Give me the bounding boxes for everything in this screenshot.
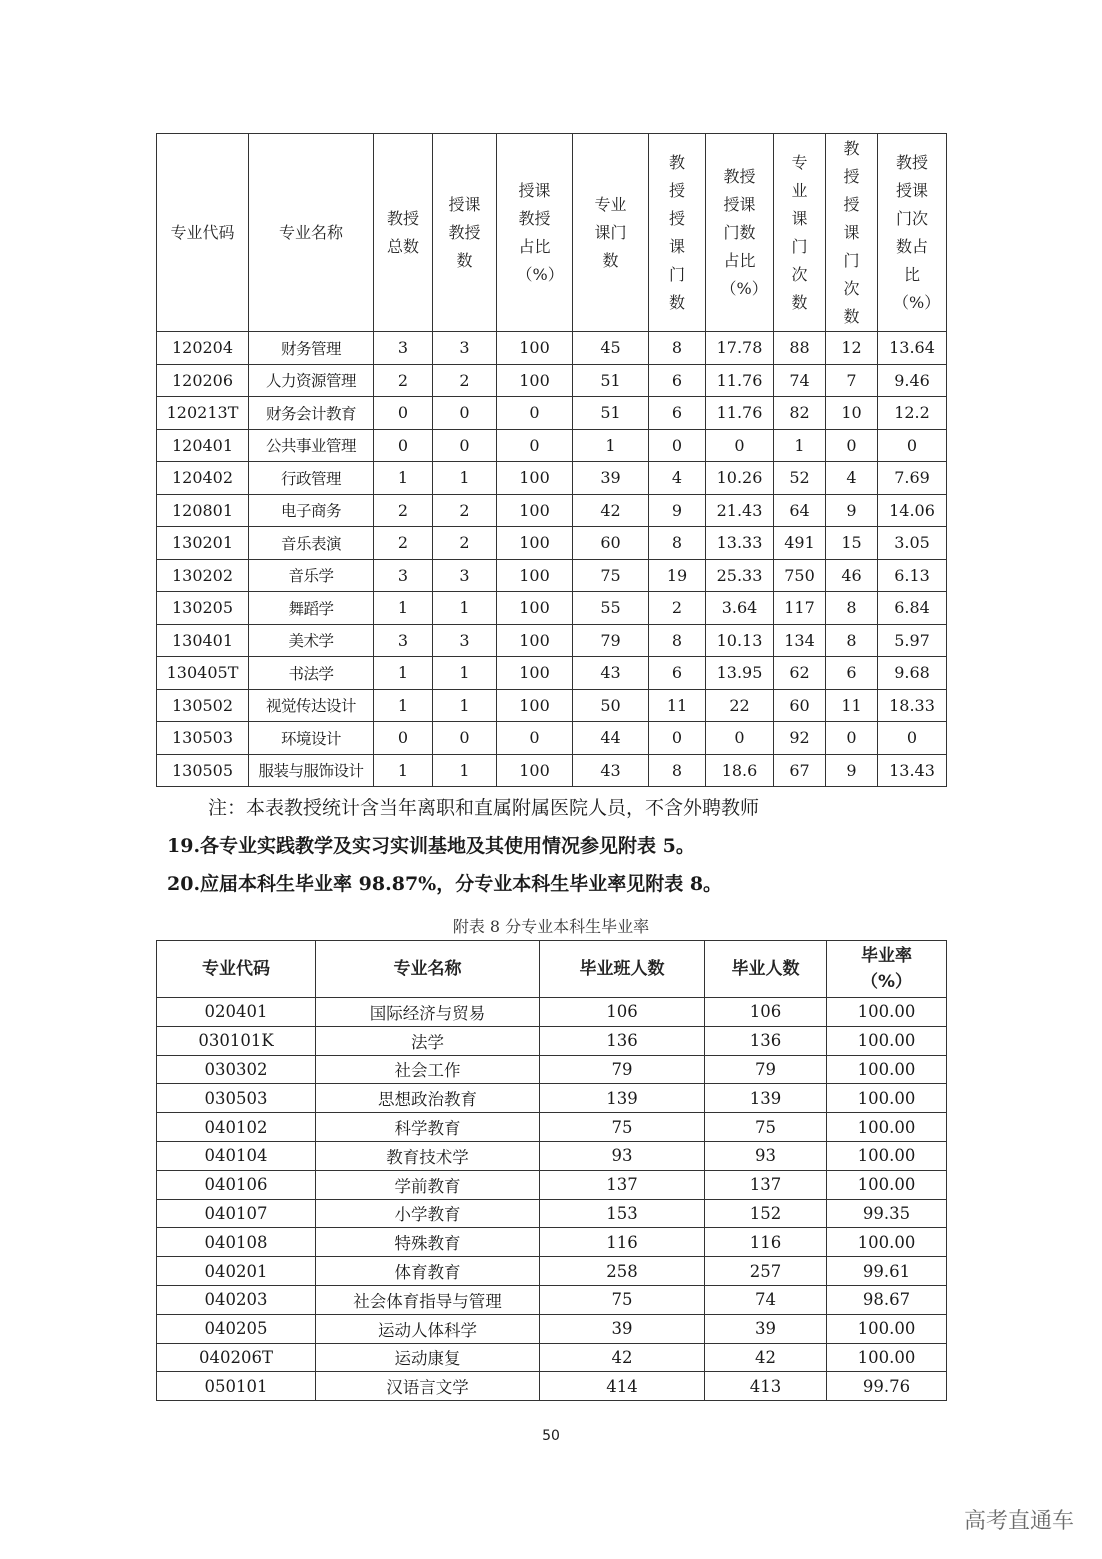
table1-cell: 39	[573, 462, 649, 495]
table-row	[157, 1113, 947, 1142]
table-row	[157, 1314, 947, 1343]
table1-cell: 0	[706, 429, 774, 462]
table2-header-code: 专业代码	[157, 941, 316, 998]
table2-cell: 100.00	[827, 1055, 947, 1084]
table2-cell: 040107	[157, 1199, 316, 1228]
table1-cell: 3	[374, 559, 433, 592]
table2-cell: 030101K	[157, 1026, 316, 1055]
table1-cell: 100	[497, 527, 573, 560]
table1-cell: 8	[649, 332, 706, 365]
table1-cell: 2	[433, 527, 497, 560]
table1-cell: 46	[826, 559, 878, 592]
table1-cell: 0	[433, 397, 497, 430]
table1-header-course-sessions	[774, 134, 826, 332]
table1-header-row	[157, 134, 947, 332]
table-row	[157, 657, 947, 690]
table2-cell: 39	[705, 1314, 827, 1343]
table2-cell: 030302	[157, 1055, 316, 1084]
table1-cell: 舞蹈学	[249, 592, 374, 625]
table2-cell: 100.00	[827, 1084, 947, 1113]
table1-header-prof-ratio-text: 授课教授占比（%）	[516, 180, 564, 284]
table-row	[157, 1343, 947, 1372]
table2-cell: 020401	[157, 998, 316, 1027]
table2-cell: 030503	[157, 1084, 316, 1113]
table2-body	[157, 998, 947, 1401]
table1-note: 注：本表教授统计含当年离职和直属附属医院人员，不含外聘教师	[208, 797, 760, 819]
table1-cell: 1	[374, 592, 433, 625]
table2-cell: 74	[705, 1285, 827, 1314]
table1-cell: 6.13	[878, 559, 947, 592]
table2-cell: 257	[705, 1257, 827, 1286]
table-row	[157, 1285, 947, 1314]
table1-cell: 130202	[157, 559, 249, 592]
table1-cell: 1	[374, 754, 433, 787]
table2-cell: 教育技术学	[316, 1141, 540, 1170]
table1-cell: 19	[649, 559, 706, 592]
table1-cell: 120401	[157, 429, 249, 462]
table1-cell: 12.2	[878, 397, 947, 430]
table1-cell: 2	[433, 494, 497, 527]
table1-cell: 9	[826, 494, 878, 527]
table1-cell: 11	[649, 689, 706, 722]
table2-cell: 116	[540, 1228, 705, 1257]
table1-cell: 7	[826, 364, 878, 397]
table2-cell: 106	[540, 998, 705, 1027]
table2-header-graduates: 毕业人数	[705, 941, 827, 998]
table1-cell: 1	[374, 462, 433, 495]
table1-cell: 财务会计教育	[249, 397, 374, 430]
table1-cell: 74	[774, 364, 826, 397]
table1-header-prof-sessions	[826, 134, 878, 332]
table2-cell: 258	[540, 1257, 705, 1286]
professor-teaching-table	[156, 133, 947, 787]
table1-cell: 9.68	[878, 657, 947, 690]
table-row	[157, 364, 947, 397]
table1-cell: 0	[433, 722, 497, 755]
table2-cell: 99.61	[827, 1257, 947, 1286]
table2-cell: 040206T	[157, 1343, 316, 1372]
table2-cell: 040205	[157, 1314, 316, 1343]
table1-cell: 60	[573, 527, 649, 560]
table1-cell: 117	[774, 592, 826, 625]
table1-header-prof-total	[374, 134, 433, 332]
table-row	[157, 397, 947, 430]
table-row	[157, 1170, 947, 1199]
table2-cell: 79	[705, 1055, 827, 1084]
table1-cell: 82	[774, 397, 826, 430]
table2-cell: 040102	[157, 1113, 316, 1142]
table2-cell: 413	[705, 1372, 827, 1401]
table1-cell: 2	[433, 364, 497, 397]
table1-cell: 1	[433, 592, 497, 625]
table1-header-prof-course-count	[649, 134, 706, 332]
table1-cell: 4	[826, 462, 878, 495]
table-row	[157, 722, 947, 755]
table1-header-prof-total-text: 教授总数	[386, 208, 419, 256]
watermark: 高考直通车	[963, 1509, 1074, 1534]
table1-cell: 67	[774, 754, 826, 787]
table1-cell: 25.33	[706, 559, 774, 592]
table2-cell: 100.00	[827, 1228, 947, 1257]
table1-cell: 音乐学	[249, 559, 374, 592]
table1-cell: 100	[497, 624, 573, 657]
table1-header-prof-ratio	[497, 134, 573, 332]
table-row	[157, 462, 947, 495]
table2-cell: 040104	[157, 1141, 316, 1170]
table1-cell: 130201	[157, 527, 249, 560]
table1-cell: 0	[826, 429, 878, 462]
table1-cell: 52	[774, 462, 826, 495]
table2-cell: 75	[705, 1113, 827, 1142]
table1-cell: 100	[497, 689, 573, 722]
table2-cell: 414	[540, 1372, 705, 1401]
table2-cell: 39	[540, 1314, 705, 1343]
table1-cell: 120204	[157, 332, 249, 365]
table1-cell: 公共事业管理	[249, 429, 374, 462]
table1-cell: 13.64	[878, 332, 947, 365]
table1-cell: 11.76	[706, 397, 774, 430]
table-row	[157, 998, 947, 1027]
table2-cell: 040203	[157, 1285, 316, 1314]
table1-cell: 750	[774, 559, 826, 592]
table2-header-class-size: 毕业班人数	[540, 941, 705, 998]
table1-cell: 0	[826, 722, 878, 755]
table1-cell: 18.33	[878, 689, 947, 722]
table1-cell: 64	[774, 494, 826, 527]
table1-cell: 3	[433, 332, 497, 365]
table-row	[157, 1026, 947, 1055]
table-row	[157, 559, 947, 592]
table-row	[157, 754, 947, 787]
table1-cell: 491	[774, 527, 826, 560]
table-row	[157, 332, 947, 365]
table1-cell: 1	[433, 462, 497, 495]
table2-cell: 98.67	[827, 1285, 947, 1314]
table1-cell: 120402	[157, 462, 249, 495]
table2-cell: 106	[705, 998, 827, 1027]
table1-cell: 环境设计	[249, 722, 374, 755]
table-row	[157, 1199, 947, 1228]
table1-cell: 17.78	[706, 332, 774, 365]
table-row	[157, 429, 947, 462]
table1-cell: 15	[826, 527, 878, 560]
table1-cell: 6	[649, 364, 706, 397]
table2-cell: 040201	[157, 1257, 316, 1286]
table1-cell: 51	[573, 397, 649, 430]
table1-cell: 92	[774, 722, 826, 755]
table1-cell: 3	[433, 624, 497, 657]
table1-cell: 2	[374, 494, 433, 527]
table-row	[157, 624, 947, 657]
table2-cell: 99.76	[827, 1372, 947, 1401]
table2-cell: 社会工作	[316, 1055, 540, 1084]
table1-header-prof-course-ratio-text: 教授授课门数占比（%）	[720, 166, 768, 298]
table1-cell: 11.76	[706, 364, 774, 397]
table1-cell: 3	[374, 332, 433, 365]
table1-cell: 10	[826, 397, 878, 430]
table1-cell: 62	[774, 657, 826, 690]
table1-header-prof-sessions-ratio-text: 教授授课门次数占比（%）	[893, 152, 941, 312]
table1-header-teaching-prof	[433, 134, 497, 332]
table1-cell: 视觉传达设计	[249, 689, 374, 722]
table1-cell: 10.13	[706, 624, 774, 657]
table2-cell: 93	[705, 1141, 827, 1170]
table1-cell: 13.33	[706, 527, 774, 560]
table2-cell: 学前教育	[316, 1170, 540, 1199]
table1-cell: 120213T	[157, 397, 249, 430]
table1-cell: 0	[374, 429, 433, 462]
table1-cell: 0	[706, 722, 774, 755]
table1-cell: 1	[374, 657, 433, 690]
table1-cell: 100	[497, 592, 573, 625]
table1-cell: 18.6	[706, 754, 774, 787]
table1-cell: 7.69	[878, 462, 947, 495]
table-row	[157, 1141, 947, 1170]
table1-cell: 44	[573, 722, 649, 755]
table1-cell: 100	[497, 494, 573, 527]
table1-cell: 6	[826, 657, 878, 690]
table1-header-teaching-prof-text: 授课教授数	[448, 194, 481, 270]
table2-header-rate-text: 毕业率（%）	[860, 946, 913, 992]
paragraph-19: 19.各专业实践教学及实习实训基地及其使用情况参见附表 5。	[167, 835, 695, 857]
table-row	[157, 527, 947, 560]
table2-cell: 社会体育指导与管理	[316, 1285, 540, 1314]
table1-cell: 14.06	[878, 494, 947, 527]
table1-cell: 9.46	[878, 364, 947, 397]
table2-cell: 小学教育	[316, 1199, 540, 1228]
table-row	[157, 1257, 947, 1286]
table1-cell: 1	[433, 754, 497, 787]
table1-cell: 0	[433, 429, 497, 462]
table1-cell: 2	[374, 364, 433, 397]
table1-cell: 134	[774, 624, 826, 657]
table2-cell: 100.00	[827, 1314, 947, 1343]
table2-cell: 137	[540, 1170, 705, 1199]
table1-cell: 服装与服饰设计	[249, 754, 374, 787]
table1-cell: 100	[497, 754, 573, 787]
page-number: 50	[542, 1428, 560, 1444]
table1-cell: 51	[573, 364, 649, 397]
table1-cell: 0	[649, 429, 706, 462]
table-row	[157, 1084, 947, 1113]
paragraph-20: 20.应届本科生毕业率 98.87%，分专业本科生毕业率见附表 8。	[167, 873, 723, 895]
table2-cell: 100.00	[827, 1113, 947, 1142]
table1-cell: 13.43	[878, 754, 947, 787]
table1-cell: 6	[649, 397, 706, 430]
table2-cell: 99.35	[827, 1199, 947, 1228]
table2-cell: 139	[705, 1084, 827, 1113]
table1-cell: 130401	[157, 624, 249, 657]
table1-header-prof-sessions-ratio	[878, 134, 947, 332]
table1-cell: 120206	[157, 364, 249, 397]
table1-cell: 2	[374, 527, 433, 560]
table1-cell: 1	[433, 689, 497, 722]
table1-cell: 9	[649, 494, 706, 527]
table2-cell: 79	[540, 1055, 705, 1084]
table1-cell: 55	[573, 592, 649, 625]
table1-cell: 财务管理	[249, 332, 374, 365]
table2-cell: 思想政治教育	[316, 1084, 540, 1113]
table2-cell: 93	[540, 1141, 705, 1170]
table2-cell: 运动人体科学	[316, 1314, 540, 1343]
table1-cell: 100	[497, 332, 573, 365]
table1-cell: 电子商务	[249, 494, 374, 527]
table1-header-prof-course-count-text: 教授授课门数	[668, 152, 685, 312]
table1-cell: 100	[497, 657, 573, 690]
table1-header-code: 专业代码	[157, 134, 249, 332]
table2-caption: 附表 8 分专业本科生毕业率	[452, 917, 650, 936]
table-row	[157, 1228, 947, 1257]
table1-cell: 130405T	[157, 657, 249, 690]
table1-cell: 21.43	[706, 494, 774, 527]
table1-cell: 100	[497, 462, 573, 495]
table1-cell: 音乐表演	[249, 527, 374, 560]
table2-cell: 136	[705, 1026, 827, 1055]
table1-cell: 书法学	[249, 657, 374, 690]
table1-header-course-sessions-text: 专业课门次数	[791, 152, 808, 312]
table2-cell: 050101	[157, 1372, 316, 1401]
table1-cell: 4	[649, 462, 706, 495]
table2-cell: 040108	[157, 1228, 316, 1257]
table1-cell: 0	[878, 722, 947, 755]
table1-header-name: 专业名称	[249, 134, 374, 332]
table1-cell: 人力资源管理	[249, 364, 374, 397]
table1-cell: 10.26	[706, 462, 774, 495]
table1-cell: 5.97	[878, 624, 947, 657]
table1-cell: 100	[497, 364, 573, 397]
table-row	[157, 1372, 947, 1401]
table2-cell: 运动康复	[316, 1343, 540, 1372]
table2-cell: 汉语言文学	[316, 1372, 540, 1401]
table1-cell: 8	[826, 592, 878, 625]
table1-cell: 120801	[157, 494, 249, 527]
table2-header-row	[157, 941, 947, 998]
table1-header-prof-sessions-text: 教授授课门次数	[843, 138, 860, 326]
table1-cell: 79	[573, 624, 649, 657]
table2-cell: 75	[540, 1113, 705, 1142]
table1-cell: 8	[649, 527, 706, 560]
table2-cell: 136	[540, 1026, 705, 1055]
table1-cell: 130503	[157, 722, 249, 755]
table2-cell: 42	[705, 1343, 827, 1372]
table2-cell: 75	[540, 1285, 705, 1314]
table1-header-course-count	[573, 134, 649, 332]
table-row	[157, 592, 947, 625]
table2-cell: 科学教育	[316, 1113, 540, 1142]
table2-cell: 153	[540, 1199, 705, 1228]
table1-cell: 1	[573, 429, 649, 462]
table1-cell: 60	[774, 689, 826, 722]
table2-header-rate	[827, 941, 947, 998]
table1-header-prof-course-ratio	[706, 134, 774, 332]
table1-cell: 11	[826, 689, 878, 722]
table1-cell: 130205	[157, 592, 249, 625]
table2-cell: 139	[540, 1084, 705, 1113]
table2-cell: 100.00	[827, 1026, 947, 1055]
table1-cell: 50	[573, 689, 649, 722]
table1-cell: 9	[826, 754, 878, 787]
table-row	[157, 494, 947, 527]
table2-header-name: 专业名称	[316, 941, 540, 998]
table1-cell: 42	[573, 494, 649, 527]
table1-cell: 8	[649, 754, 706, 787]
table2-cell: 116	[705, 1228, 827, 1257]
table1-cell: 8	[649, 624, 706, 657]
table1-cell: 43	[573, 754, 649, 787]
table1-cell: 1	[774, 429, 826, 462]
table1-cell: 1	[374, 689, 433, 722]
table2-cell: 法学	[316, 1026, 540, 1055]
table2-cell: 100.00	[827, 1141, 947, 1170]
table1-cell: 2	[649, 592, 706, 625]
table-row	[157, 1055, 947, 1084]
table1-cell: 88	[774, 332, 826, 365]
table1-cell: 45	[573, 332, 649, 365]
table1-cell: 0	[374, 397, 433, 430]
table1-cell: 3.64	[706, 592, 774, 625]
table2-cell: 100.00	[827, 1170, 947, 1199]
table2-cell: 040106	[157, 1170, 316, 1199]
table1-cell: 0	[374, 722, 433, 755]
table2-cell: 国际经济与贸易	[316, 998, 540, 1027]
table1-cell: 美术学	[249, 624, 374, 657]
table1-cell: 13.95	[706, 657, 774, 690]
table1-cell: 0	[497, 722, 573, 755]
table1-cell: 6.84	[878, 592, 947, 625]
table-row	[157, 689, 947, 722]
table1-cell: 3	[433, 559, 497, 592]
table2-cell: 42	[540, 1343, 705, 1372]
table1-cell: 0	[878, 429, 947, 462]
table1-cell: 行政管理	[249, 462, 374, 495]
table1-cell: 1	[433, 657, 497, 690]
table2-cell: 137	[705, 1170, 827, 1199]
table1-cell: 22	[706, 689, 774, 722]
table2-cell: 152	[705, 1199, 827, 1228]
table1-cell: 130505	[157, 754, 249, 787]
table1-cell: 8	[826, 624, 878, 657]
table1-cell: 130502	[157, 689, 249, 722]
table1-cell: 3.05	[878, 527, 947, 560]
table2-cell: 体育教育	[316, 1257, 540, 1286]
table1-cell: 75	[573, 559, 649, 592]
table1-cell: 12	[826, 332, 878, 365]
table1-cell: 3	[374, 624, 433, 657]
table1-cell: 0	[649, 722, 706, 755]
table1-cell: 0	[497, 397, 573, 430]
graduation-rate-table	[156, 940, 947, 1401]
table1-cell: 43	[573, 657, 649, 690]
table2-cell: 特殊教育	[316, 1228, 540, 1257]
table1-header-course-count-text: 专业课门数	[594, 194, 627, 270]
table2-cell: 100.00	[827, 998, 947, 1027]
table1-body	[157, 332, 947, 787]
table1-cell: 100	[497, 559, 573, 592]
table2-cell: 100.00	[827, 1343, 947, 1372]
table1-cell: 0	[497, 429, 573, 462]
table1-cell: 6	[649, 657, 706, 690]
